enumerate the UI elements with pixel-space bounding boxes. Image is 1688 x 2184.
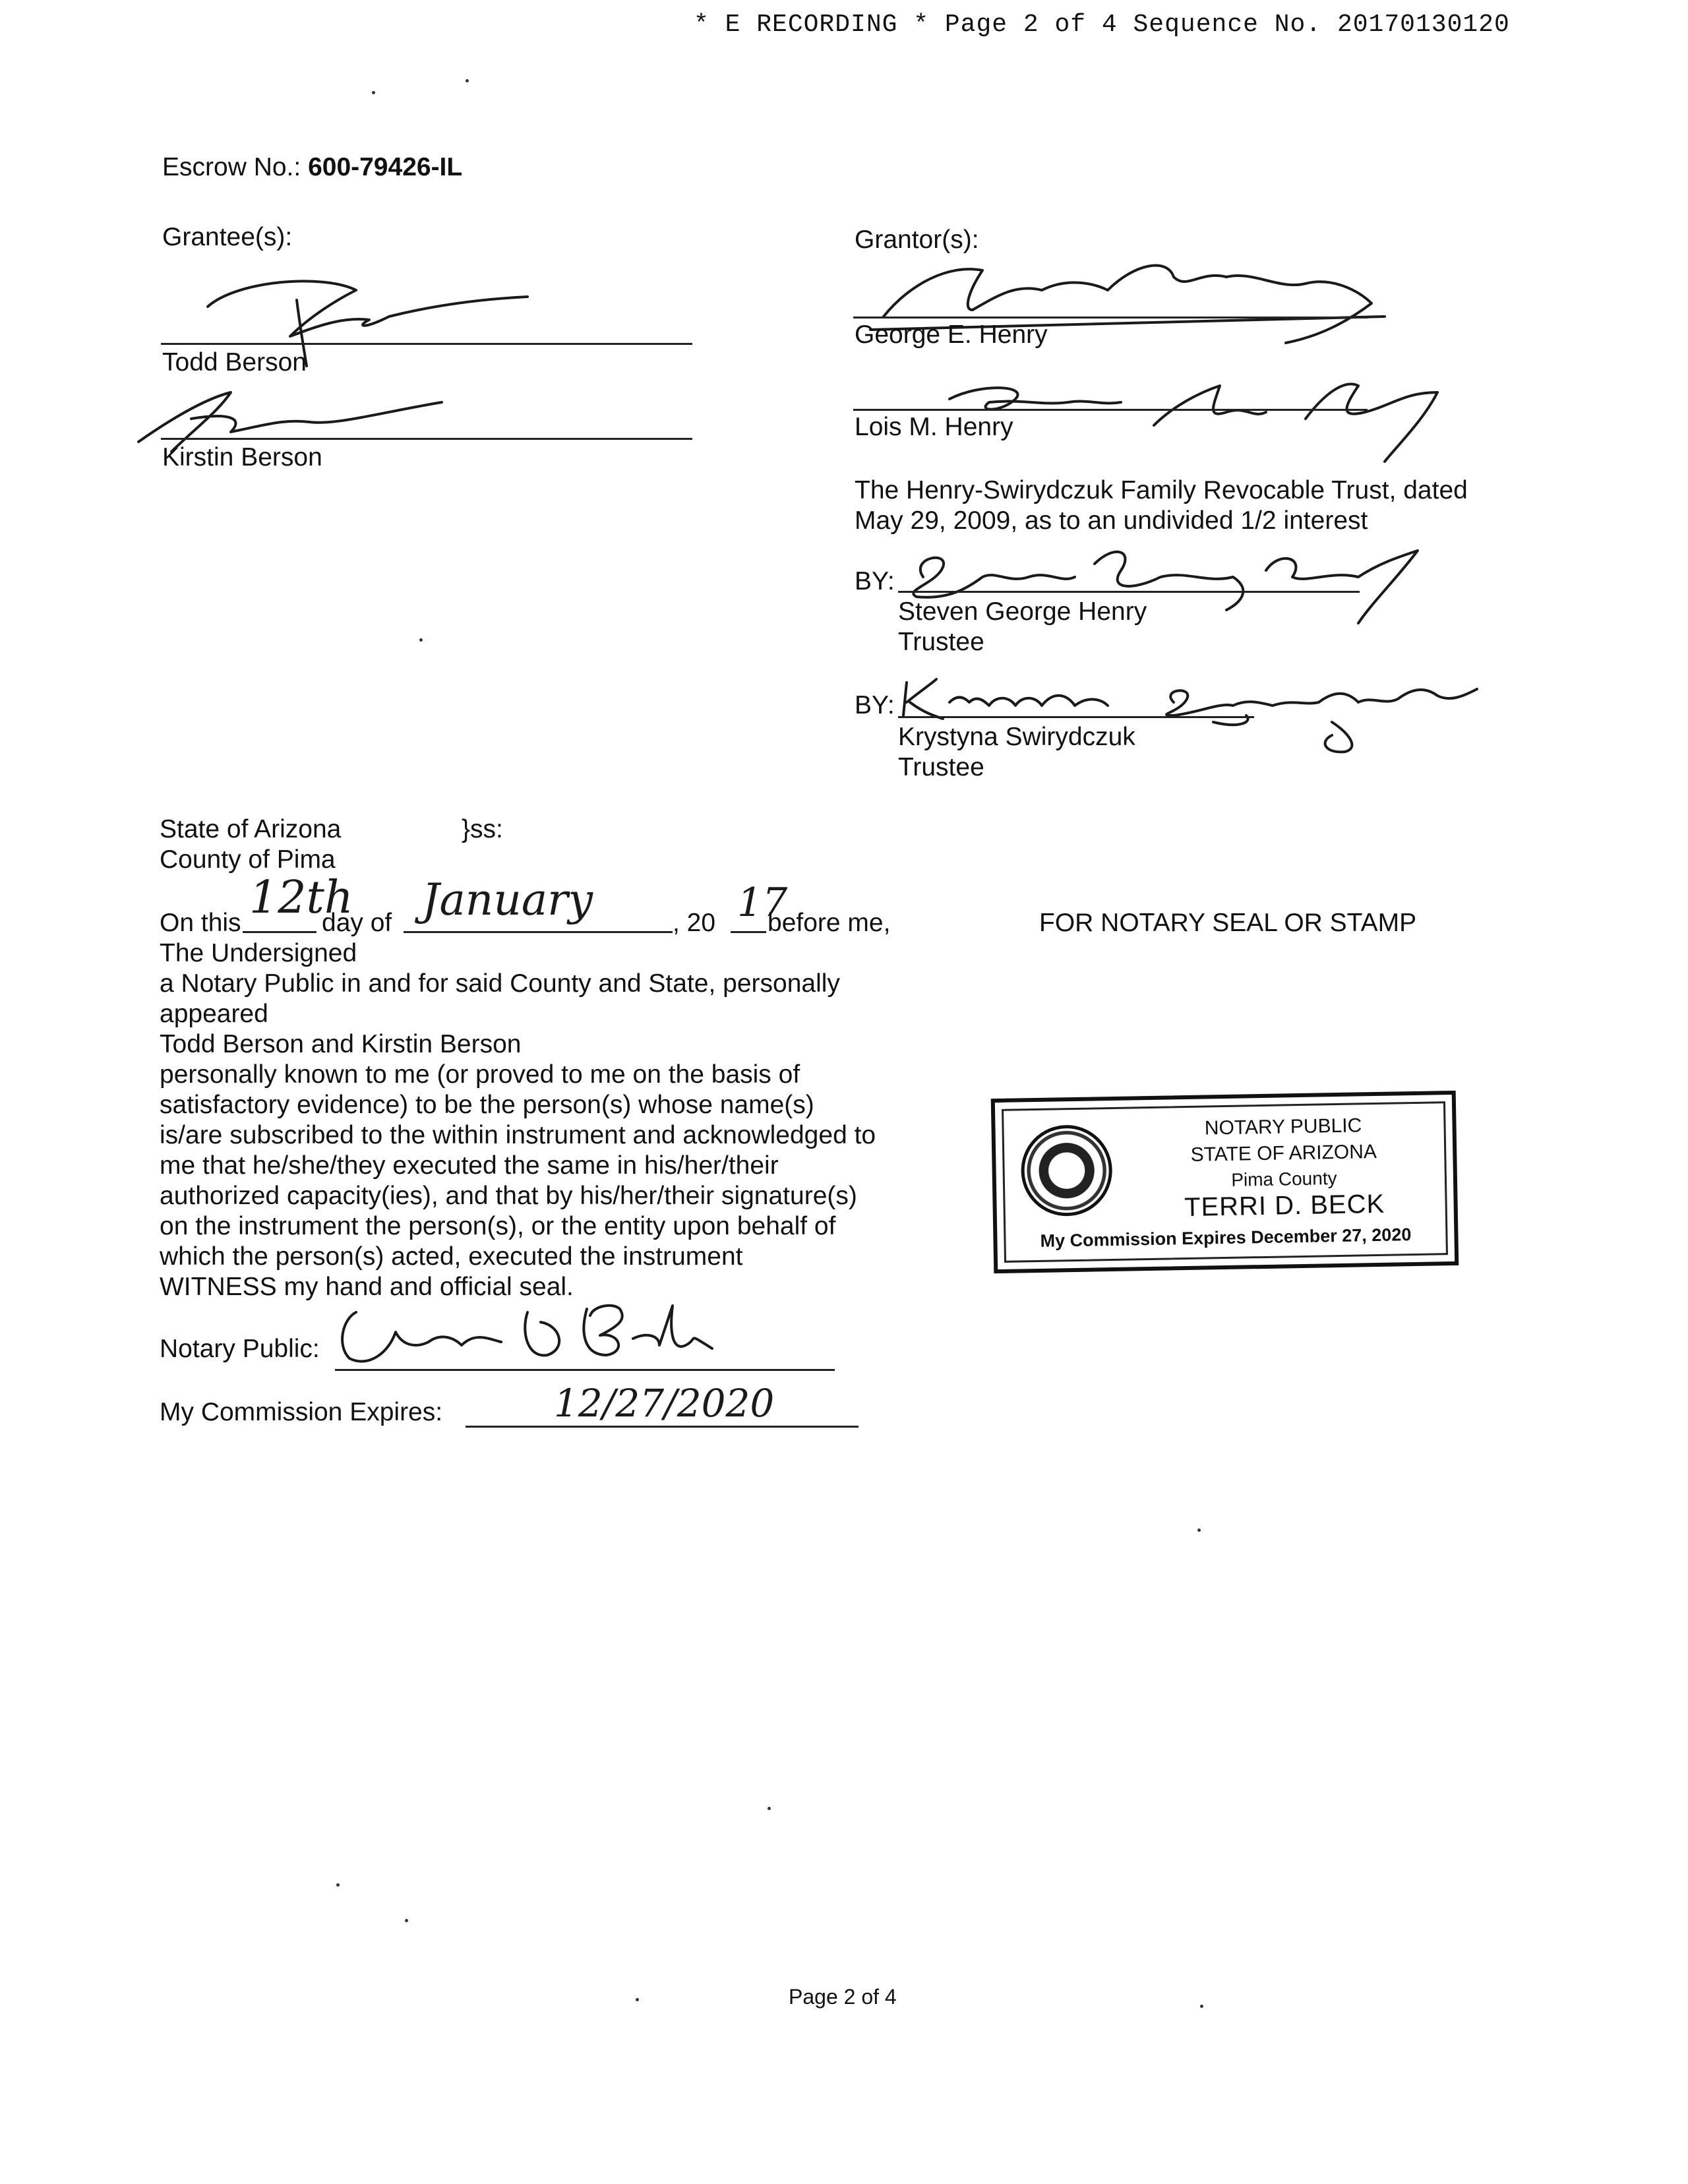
scan-speck bbox=[372, 91, 375, 94]
notary-line-5: personally known to me (or proved to me on the basis of bbox=[160, 1060, 800, 1089]
stamp-line-3: Pima County bbox=[1231, 1168, 1337, 1190]
year-prefix: , 20 bbox=[673, 909, 716, 937]
grantee-signature-line-1 bbox=[161, 343, 692, 345]
escrow-line bbox=[162, 152, 462, 183]
escrow-label: Escrow No.: bbox=[162, 153, 301, 181]
month-blank bbox=[404, 931, 673, 933]
grantor-name-2: Lois M. Henry bbox=[855, 413, 1013, 441]
escrow-number: 600-79426-IL bbox=[308, 153, 463, 181]
scan-speck bbox=[419, 638, 423, 642]
before-me-label: before me, bbox=[768, 909, 891, 937]
scan-speck bbox=[1200, 2005, 1203, 2008]
commission-line bbox=[466, 1426, 859, 1428]
trustee-2-by-label: BY: bbox=[855, 691, 895, 719]
trust-line-2: May 29, 2009, as to an undivided 1/2 interest bbox=[855, 506, 1368, 535]
notary-line-12: WITNESS my hand and official seal. bbox=[160, 1273, 574, 1301]
trustee-signature-line-1 bbox=[898, 591, 1360, 593]
notary-ss: }ss: bbox=[462, 815, 503, 843]
notary-line-11: which the person(s) acted, executed the instrument bbox=[160, 1242, 743, 1271]
scan-speck bbox=[466, 79, 469, 82]
notary-public-signature-line bbox=[335, 1369, 835, 1371]
notary-line-7: is/are subscribed to the within instrument and acknowledged to bbox=[160, 1121, 876, 1149]
notary-stamp bbox=[991, 1091, 1459, 1273]
trustee-1-by-label: BY: bbox=[855, 567, 895, 595]
scan-speck bbox=[336, 1883, 340, 1887]
trust-line-1: The Henry-Swirydczuk Family Revocable Trust, dated bbox=[855, 476, 1468, 504]
scan-speck bbox=[768, 1807, 771, 1810]
trustee-signature-line-2 bbox=[898, 716, 1254, 718]
month-value: January bbox=[422, 874, 593, 925]
grantee-name-1: Todd Berson bbox=[162, 348, 307, 377]
grantee-name-2: Kirstin Berson bbox=[162, 443, 322, 471]
stamp-line-5: My Commission Expires December 27, 2020 bbox=[1040, 1225, 1412, 1251]
notary-line-9: authorized capacity(ies), and that by his/her/their signature(s) bbox=[160, 1182, 857, 1210]
notary-line-8: me that he/she/they executed the same in his/her/their bbox=[160, 1151, 779, 1180]
trustee-2-name: Krystyna Swirydczuk bbox=[898, 723, 1135, 751]
scan-speck bbox=[636, 1998, 639, 2001]
day-value: 12th bbox=[249, 872, 353, 924]
notary-line-2: a Notary Public in and for said County and State, personally bbox=[160, 969, 840, 998]
trustee-2-role: Trustee bbox=[898, 753, 984, 781]
grantor-signature-line-1 bbox=[853, 317, 1368, 318]
trustee-1-name: Steven George Henry bbox=[898, 597, 1147, 626]
grantor-label: Grantor(s): bbox=[855, 226, 979, 254]
grantee-signature-line-2 bbox=[161, 438, 692, 440]
notary-line-1: The Undersigned bbox=[160, 939, 357, 967]
day-blank bbox=[243, 931, 316, 933]
scan-speck bbox=[1197, 1529, 1201, 1532]
notary-line-6: satisfactory evidence) to be the person(s) whose name(s) bbox=[160, 1091, 814, 1119]
on-this-label: On this bbox=[160, 909, 241, 937]
grantor-name-1: George E. Henry bbox=[855, 320, 1048, 349]
page-footer: Page 2 of 4 bbox=[789, 1985, 897, 2009]
lois-henry-signature bbox=[936, 366, 1451, 465]
grantor-signature-line-2 bbox=[853, 409, 1368, 411]
commission-label: My Commission Expires: bbox=[160, 1398, 443, 1426]
trustee-1-role: Trustee bbox=[898, 628, 984, 656]
recording-header: * E RECORDING * Page 2 of 4 Sequence No. 20170130120 bbox=[694, 11, 1510, 39]
year-blank bbox=[731, 931, 766, 933]
commission-value: 12/27/2020 bbox=[554, 1381, 775, 1426]
notary-line-10: on the instrument the person(s), or the entity upon behalf of bbox=[160, 1212, 836, 1240]
year-value: 17 bbox=[737, 880, 788, 926]
notary-signature bbox=[330, 1292, 725, 1378]
stamp-line-4: TERRI D. BECK bbox=[1184, 1189, 1385, 1223]
notary-line-4: Todd Berson and Kirstin Berson bbox=[160, 1030, 522, 1058]
day-of-label: day of bbox=[322, 909, 392, 937]
notary-line-3: appeared bbox=[160, 1000, 268, 1028]
stamp-line-1: NOTARY PUBLIC bbox=[1204, 1114, 1362, 1139]
scan-speck bbox=[405, 1919, 408, 1922]
notary-state: State of Arizona bbox=[160, 815, 342, 843]
seal-area-label: FOR NOTARY SEAL OR STAMP bbox=[1039, 909, 1417, 937]
notary-county: County of Pima bbox=[160, 845, 336, 874]
notary-public-label: Notary Public: bbox=[160, 1335, 320, 1363]
stamp-line-2: STATE OF ARIZONA bbox=[1190, 1140, 1377, 1166]
grantee-label: Grantee(s): bbox=[162, 223, 293, 251]
